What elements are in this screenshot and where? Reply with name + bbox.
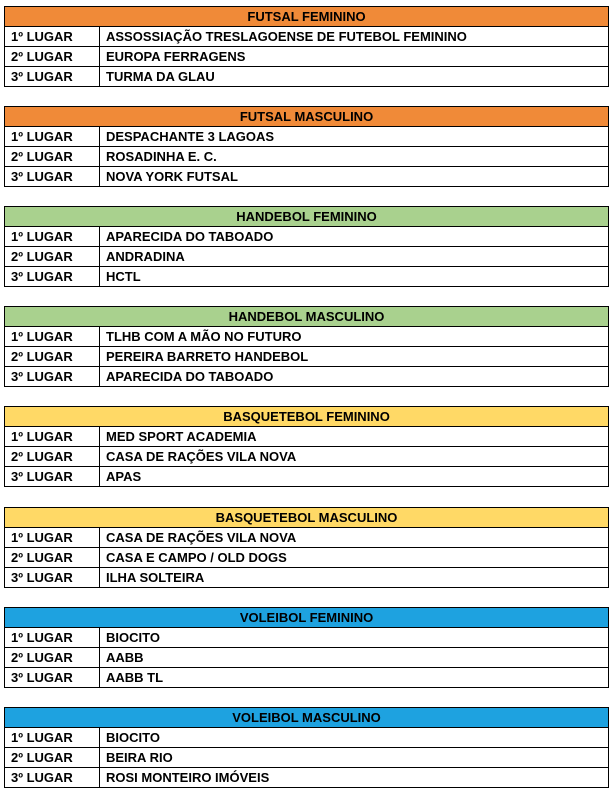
place-cell: 3º LUGAR bbox=[5, 167, 100, 187]
place-cell: 3º LUGAR bbox=[5, 668, 100, 688]
table-row bbox=[5, 167, 609, 187]
table-row bbox=[5, 227, 609, 247]
section-title: BASQUETEBOL MASCULINO bbox=[5, 508, 609, 528]
table-row bbox=[5, 528, 609, 548]
table-row bbox=[5, 427, 609, 447]
team-cell: AABB TL bbox=[100, 668, 609, 688]
results-table-futsal-feminino bbox=[4, 6, 609, 87]
place-cell: 2º LUGAR bbox=[5, 147, 100, 167]
place-cell: 1º LUGAR bbox=[5, 427, 100, 447]
team-cell: EUROPA FERRAGENS bbox=[100, 47, 609, 67]
table-row bbox=[5, 668, 609, 688]
team-cell: CASA DE RAÇÕES VILA NOVA bbox=[100, 528, 609, 548]
results-table-futsal-masculino bbox=[4, 106, 609, 187]
results-table-basquetebol-feminino bbox=[4, 406, 609, 487]
team-cell: ROSI MONTEIRO IMÓVEIS bbox=[100, 768, 609, 788]
team-cell: ASSOSSIAÇÃO TRESLAGOENSE DE FUTEBOL FEMININO bbox=[100, 27, 609, 47]
section-title: BASQUETEBOL FEMININO bbox=[5, 407, 609, 427]
table-row bbox=[5, 67, 609, 87]
table-header-row bbox=[5, 508, 609, 528]
team-cell: HCTL bbox=[100, 267, 609, 287]
team-cell: AABB bbox=[100, 648, 609, 668]
table-row bbox=[5, 748, 609, 768]
place-cell: 3º LUGAR bbox=[5, 367, 100, 387]
place-cell: 1º LUGAR bbox=[5, 27, 100, 47]
section-title: VOLEIBOL MASCULINO bbox=[5, 708, 609, 728]
table-header-row bbox=[5, 7, 609, 27]
team-cell: TLHB COM A MÃO NO FUTURO bbox=[100, 327, 609, 347]
table-header-row bbox=[5, 207, 609, 227]
table-row bbox=[5, 367, 609, 387]
table-row bbox=[5, 648, 609, 668]
place-cell: 1º LUGAR bbox=[5, 127, 100, 147]
team-cell: APAS bbox=[100, 467, 609, 487]
place-cell: 3º LUGAR bbox=[5, 267, 100, 287]
table-header-row bbox=[5, 608, 609, 628]
place-cell: 3º LUGAR bbox=[5, 467, 100, 487]
team-cell: DESPACHANTE 3 LAGOAS bbox=[100, 127, 609, 147]
table-row bbox=[5, 267, 609, 287]
place-cell: 1º LUGAR bbox=[5, 728, 100, 748]
team-cell: CASA E CAMPO / OLD DOGS bbox=[100, 548, 609, 568]
team-cell: BIOCITO bbox=[100, 728, 609, 748]
results-table-handebol-masculino bbox=[4, 306, 609, 387]
results-table-handebol-feminino bbox=[4, 206, 609, 287]
section-title: HANDEBOL MASCULINO bbox=[5, 307, 609, 327]
table-header-row bbox=[5, 407, 609, 427]
place-cell: 1º LUGAR bbox=[5, 227, 100, 247]
place-cell: 2º LUGAR bbox=[5, 447, 100, 467]
place-cell: 3º LUGAR bbox=[5, 768, 100, 788]
place-cell: 2º LUGAR bbox=[5, 648, 100, 668]
place-cell: 1º LUGAR bbox=[5, 327, 100, 347]
section-title: FUTSAL FEMININO bbox=[5, 7, 609, 27]
table-row bbox=[5, 628, 609, 648]
table-header-row bbox=[5, 708, 609, 728]
table-row bbox=[5, 127, 609, 147]
table-row bbox=[5, 327, 609, 347]
team-cell: NOVA YORK FUTSAL bbox=[100, 167, 609, 187]
table-row bbox=[5, 768, 609, 788]
table-row bbox=[5, 147, 609, 167]
team-cell: ANDRADINA bbox=[100, 247, 609, 267]
place-cell: 2º LUGAR bbox=[5, 247, 100, 267]
table-row bbox=[5, 568, 609, 588]
place-cell: 1º LUGAR bbox=[5, 628, 100, 648]
place-cell: 2º LUGAR bbox=[5, 548, 100, 568]
table-header-row bbox=[5, 307, 609, 327]
table-header-row bbox=[5, 107, 609, 127]
team-cell: APARECIDA DO TABOADO bbox=[100, 367, 609, 387]
team-cell: CASA DE RAÇÕES VILA NOVA bbox=[100, 447, 609, 467]
section-title: HANDEBOL FEMININO bbox=[5, 207, 609, 227]
team-cell: PEREIRA BARRETO HANDEBOL bbox=[100, 347, 609, 367]
place-cell: 2º LUGAR bbox=[5, 47, 100, 67]
table-row bbox=[5, 467, 609, 487]
table-row bbox=[5, 27, 609, 47]
section-title: FUTSAL MASCULINO bbox=[5, 107, 609, 127]
place-cell: 2º LUGAR bbox=[5, 748, 100, 768]
table-row bbox=[5, 47, 609, 67]
results-table-voleibol-feminino bbox=[4, 607, 609, 688]
place-cell: 3º LUGAR bbox=[5, 67, 100, 87]
section-title: VOLEIBOL FEMININO bbox=[5, 608, 609, 628]
results-table-voleibol-masculino bbox=[4, 707, 609, 788]
results-table-basquetebol-masculino bbox=[4, 507, 609, 588]
place-cell: 2º LUGAR bbox=[5, 347, 100, 367]
table-row bbox=[5, 347, 609, 367]
place-cell: 3º LUGAR bbox=[5, 568, 100, 588]
team-cell: TURMA DA GLAU bbox=[100, 67, 609, 87]
place-cell: 1º LUGAR bbox=[5, 528, 100, 548]
table-row bbox=[5, 447, 609, 467]
team-cell: BEIRA RIO bbox=[100, 748, 609, 768]
table-row bbox=[5, 247, 609, 267]
table-row bbox=[5, 548, 609, 568]
team-cell: APARECIDA DO TABOADO bbox=[100, 227, 609, 247]
team-cell: ILHA SOLTEIRA bbox=[100, 568, 609, 588]
team-cell: BIOCITO bbox=[100, 628, 609, 648]
table-row bbox=[5, 728, 609, 748]
team-cell: MED SPORT ACADEMIA bbox=[100, 427, 609, 447]
team-cell: ROSADINHA E. C. bbox=[100, 147, 609, 167]
